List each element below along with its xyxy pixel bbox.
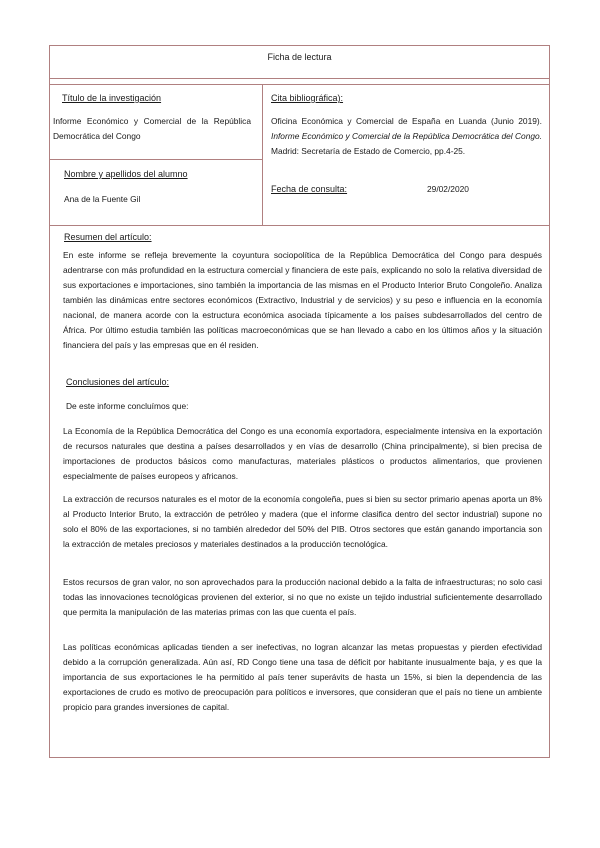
investigation-title-value: Informe Económico y Comercial de la República Democrática del Congo — [53, 116, 251, 141]
conclusion-paragraph: La extracción de recursos naturales es el motor de la economía congoleña, pues si bien su sector primario apenas aporta un 8% al Producto Interior Bruto, la extracción de petróleo y madera (que el informe clasifica dentro del sector industrial) supone no solo el 80% de las exportaciones, si no también alrededor del 50% del PIB. Otros sectores que están ganando importancia son la extracción de metales preciosos y materiales destinados a la producción tecnológica. — [63, 494, 542, 549]
student-name-label: Nombre y apellidos del alumno — [64, 169, 188, 179]
info-column-divider — [262, 84, 263, 225]
summary-text: En este informe se refleja brevemente la coyuntura sociopolítica de la República Democrática del Congo para después adentrarse con más profundidad en la estructura comercial y financiera de este país, explicando no solo la relativa diversidad de sus exportaciones e importaciones, sino también la importancia de las mismas en el Producto Interior Bruto Congoleño. Analiza también las dinámicas entre sectores económicos (Extractivo, Industrial y de servicios) y su peso e influencia en la economía nacional, de manera acorde con la estructura económica asociada típicamente a los países subdesarrollados del centro de África. Por último estudia también las políticas macroeconómicas que se han llevado a cabo en los últimos años y la situación financiera del país y las empresas que en él residen. — [63, 250, 542, 350]
summary-divider — [49, 225, 550, 226]
info-top-divider — [49, 84, 550, 85]
student-divider — [49, 159, 262, 160]
investigation-title-label: Título de la investigación — [62, 93, 162, 103]
summary-label: Resumen del artículo: — [64, 232, 152, 242]
consult-date-value: 29/02/2020 — [427, 184, 469, 194]
conclusion-paragraph: Las políticas económicas aplicadas tienden a ser inefectivas, no logran alcanzar las metas propuestas y pierden efectividad debido a la corrupción generalizada. Aún así, RD Congo tiene una tasa de déficit por habitante inusualmente baja, y es que la importancia de sus exportaciones le ha permitido al país tener superávits de hasta un 15%, si bien la dependencia de las exportaciones de crudo es motivo de preocupación para políticos e inversores, que consideran que el país no tiene un ambiente propicio para grandes inversiones de capital. — [63, 642, 542, 712]
conclusion-paragraph: Estos recursos de gran valor, no son aprovechados para la producción nacional debido a la falta de infraestructuras; no solo casi todas las innovaciones tecnológicas provienen del exterior, si no que no existe un tejido industrial suficientemente desarrollado que permita la manipulación de las materias primas con las que cuenta el país. — [63, 577, 542, 617]
conclusions-intro: De este informe concluímos que: — [66, 401, 189, 411]
conclusions-label: Conclusiones del artículo: — [66, 377, 170, 387]
citation-italic-title: Informe Económico y Comercial de la República Democrática del Congo. — [271, 131, 542, 141]
page-title: Ficha de lectura — [267, 52, 332, 62]
citation-text — [271, 114, 542, 159]
header-divider — [49, 78, 550, 79]
conclusion-paragraph: La Economía de la República Democrática del Congo es una economía exportadora, especialmente intensiva en la exportación de recursos naturales que destina a países desarrollados y en vías de desarrollo (China principalmente), si bien precisa de importaciones de productos básicos como manufacturas, materiales plásticos o productos alimentarios, que provienen especialmente de países europeos y africanos. — [63, 426, 542, 481]
citation-part1: Oficina Económica y Comercial de España en Luanda (Junio 2019). — [271, 116, 542, 126]
student-name-value: Ana de la Fuente Gil — [64, 194, 141, 204]
citation-label: Cita bibliográfica): — [271, 93, 344, 103]
consult-date-label: Fecha de consulta: — [271, 184, 348, 194]
citation-part2: Madrid: Secretaría de Estado de Comercio, pp.4-25. — [271, 146, 466, 156]
